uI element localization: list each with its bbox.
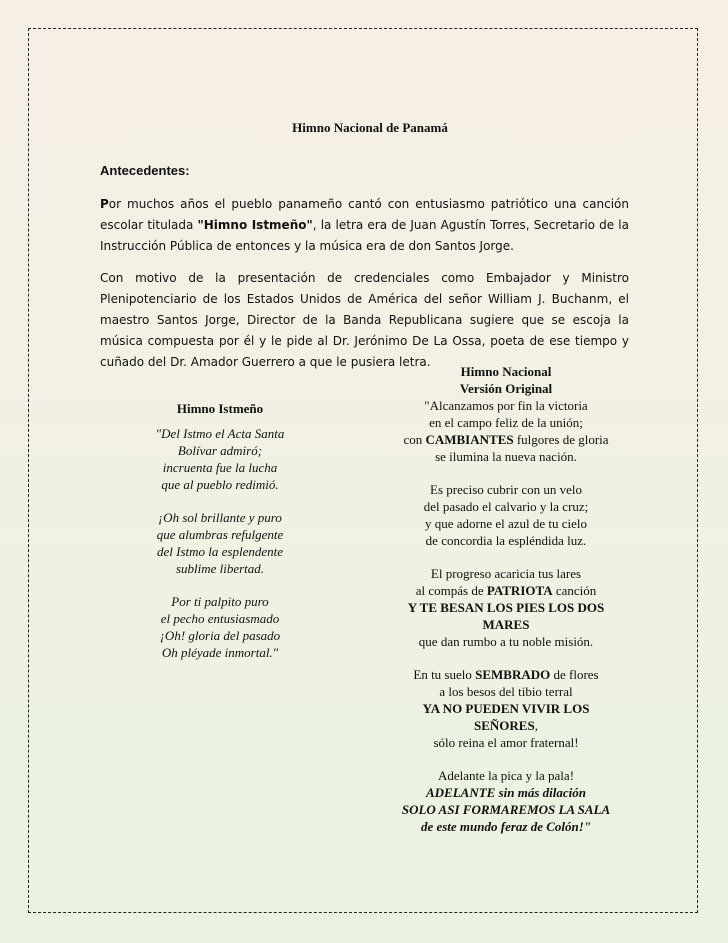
poem-line: ADELANTE sin más dilación (426, 785, 586, 800)
poem-stanza (370, 397, 642, 465)
poem-line: Y TE BESAN LOS PIES LOS DOS MARES (407, 600, 605, 632)
paragraph-history (100, 194, 629, 257)
poem-line (370, 431, 642, 448)
poem-himno-istmeno (130, 400, 310, 677)
line-text: fulgores de gloria (513, 432, 609, 447)
poem-line: sólo reina el amor fraternal! (433, 735, 579, 750)
poem-line: sublime libertad. (175, 561, 265, 576)
drop-letter: P (100, 197, 109, 211)
poem-line: incruenta fue la lucha (162, 460, 278, 475)
poem-stanza (130, 425, 310, 493)
paragraph-text: or muchos años el pueblo panameño cantó con entusiasmo patriótico una canción escolar titulada (100, 197, 629, 232)
poem-line: del pasado el calvario y la cruz; (423, 499, 589, 514)
line-text: , (534, 718, 538, 733)
line-text: con (403, 432, 426, 447)
poem-line: Oh pléyade inmortal." (161, 645, 279, 660)
document-title: Himno Nacional de Panamá (292, 120, 448, 135)
section-heading-antecedentes: Antecedentes: (100, 163, 190, 178)
poem-line: que al pueblo redimió. (161, 477, 279, 492)
emphasis-text: SEMBRADO (475, 667, 551, 682)
poem-line: a los besos del tibio terral (439, 684, 573, 699)
poem-line: "Alcanzamos por fin la victoria (424, 398, 588, 413)
poem-stanza (370, 767, 642, 835)
poem-stanza (130, 509, 310, 577)
poem-line: que alumbras refulgente (156, 527, 284, 542)
poem-line: Es preciso cubrir con un velo (430, 482, 582, 497)
poem-heading: Himno Istmeño (176, 401, 264, 416)
line-text: de flores (550, 667, 599, 682)
poem-line: de concordia la espléndida luz. (425, 533, 587, 548)
poem-line (370, 666, 642, 683)
poem-stanza (370, 481, 642, 549)
line-text: al compás de (415, 583, 487, 598)
poem-line: de este mundo feraz de Colón!" (420, 819, 592, 834)
poem-line: ¡Oh! gloria del pasado (159, 628, 281, 643)
poem-line: en el campo feliz de la unión; (429, 415, 583, 430)
poem-line: que dan rumbo a tu noble misión. (418, 634, 594, 649)
poem-line (370, 700, 642, 734)
poem-line: Bolívar admiró; (177, 443, 263, 458)
poem-line: "Del Istmo el Acta Santa (155, 426, 285, 441)
poem-line: del Istmo la esplendente (157, 544, 283, 559)
poem-line: Adelante la pica y la pala! (437, 768, 575, 783)
line-text: En tu suelo (413, 667, 476, 682)
poem-line: Por ti palpito puro (171, 594, 269, 609)
poem-line: se ilumina la nueva nación. (435, 449, 577, 464)
poem-himno-nacional (370, 363, 642, 851)
paragraph-credentials: Con motivo de la presentación de credenciales como Embajador y Ministro Plenipotenciario de los Estados Unidos de América del señor William J. Buchanm, el maestro Santos Jorge, Director de la Banda Republicana sugiere que se escoja la música compuesta por él y le pide al Dr. Jerónimo De La Ossa, poeta de ese tiempo y cuñado del Dr. Amador Guerrero a que le pusiera letra. (100, 271, 629, 369)
poem-line: y que adorne el azul de tu cielo (424, 516, 588, 531)
poem-line: SOLO ASI FORMAREMOS LA SALA (401, 802, 611, 817)
emphasis-text: PATRIOTA (486, 583, 553, 598)
emphasis-text: CAMBIANTES (425, 432, 514, 447)
emphasis-text: YA NO PUEDEN VIVIR LOS SEÑORES (422, 701, 590, 733)
poem-stanza (370, 565, 642, 650)
poem-heading: Himno Nacional (460, 364, 552, 379)
poem-stanza (130, 593, 310, 661)
poem-line: el pecho entusiasmado (160, 611, 280, 626)
poem-line: El progreso acaricia tus lares (430, 566, 582, 581)
song-title: "Himno Istmeño" (197, 218, 313, 232)
line-text: canción (552, 583, 597, 598)
poem-stanza (370, 666, 642, 751)
paragraph-text: , la letra era de Juan Agustín Torres, Secretario de la Instrucción Pública de entonces y la música era de don Santos Jorge. (100, 218, 629, 253)
poem-subheading: Versión Original (459, 381, 553, 396)
poem-line: ¡Oh sol brillante y puro (158, 510, 282, 525)
poem-line (370, 582, 642, 599)
